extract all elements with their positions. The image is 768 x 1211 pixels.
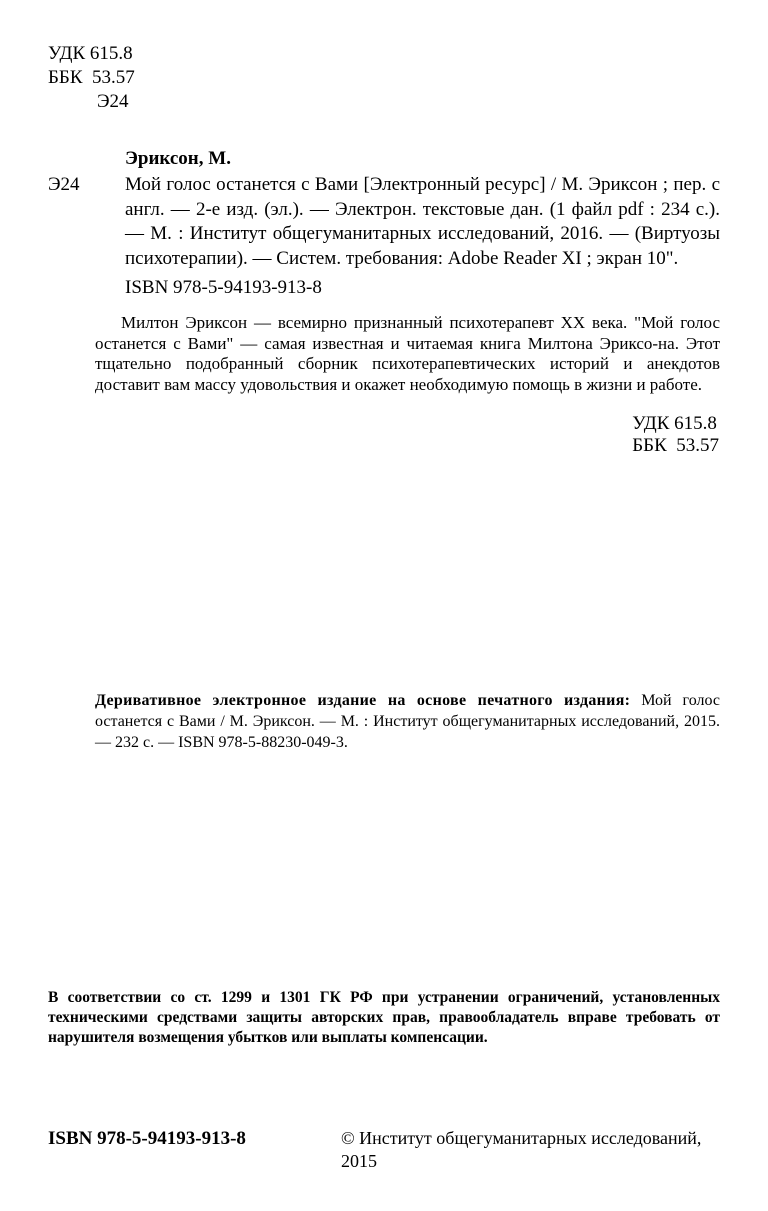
card-description: Мой голос останется с Вами [Электронный ресурс] / М. Эриксон ; пер. с англ. — 2-е изд. (эл.). — Электрон. текстовые дан. (1 файл pdf : 234 с.). — М. : Институт общегуманитарных исследований, 2016. — (Виртуозы психотерапии). — Систем. требования: Adobe Reader XI ; экран 10". <box>125 174 720 269</box>
derivative-text: Мой голос останется с Вами / М. Эриксон. — М. : Институт общегуманитарных исследований, 2015. — 232 с. — ISBN 978-5-88230-049-3. <box>95 692 720 751</box>
derivative-edition-note <box>95 690 720 753</box>
footer-isbn: ISBN 978-5-94193-913-8 <box>48 1128 246 1149</box>
udk-code: УДК 615.8 <box>48 43 133 64</box>
card-author: Эриксон, М. <box>125 148 231 169</box>
annotation: Милтон Эриксон — всемирно признанный психотерапевт XX века. "Мой голос останется с Вами" — самая известная и читаемая книга Милтона Эриксо-на. Этот тщательно подобранный сборник психотерапевтических историй и анекдотов доставит вам массу удовольствия и окажет необходимую помощь в жизни и работе. <box>95 313 720 394</box>
bbk-code: ББК 53.57 <box>632 435 719 456</box>
udk-code: УДК 615.8 <box>632 413 717 434</box>
card-isbn: ISBN 978-5-94193-913-8 <box>125 277 322 298</box>
rights-notice: В соответствии со ст. 1299 и 1301 ГК РФ при устранении ограничений, установленных техническими средствами защиты авторских прав, правообладатель вправе требовать от нарушителя возмещения убытков или выплаты компенсации. <box>48 989 720 1046</box>
copyright: © Институт общегуманитарных исследований, 2015 <box>341 1128 702 1171</box>
catalog-card <box>125 147 720 300</box>
classification-codes-top <box>48 42 135 114</box>
derivative-lead: Деривативное электронное издание на основе печатного издания: <box>95 692 631 709</box>
bbk-code: ББК 53.57 <box>48 67 135 88</box>
author-mark: Э24 <box>97 91 129 112</box>
card-author-mark: Э24 <box>48 174 80 195</box>
classification-codes-bottom <box>632 413 719 457</box>
